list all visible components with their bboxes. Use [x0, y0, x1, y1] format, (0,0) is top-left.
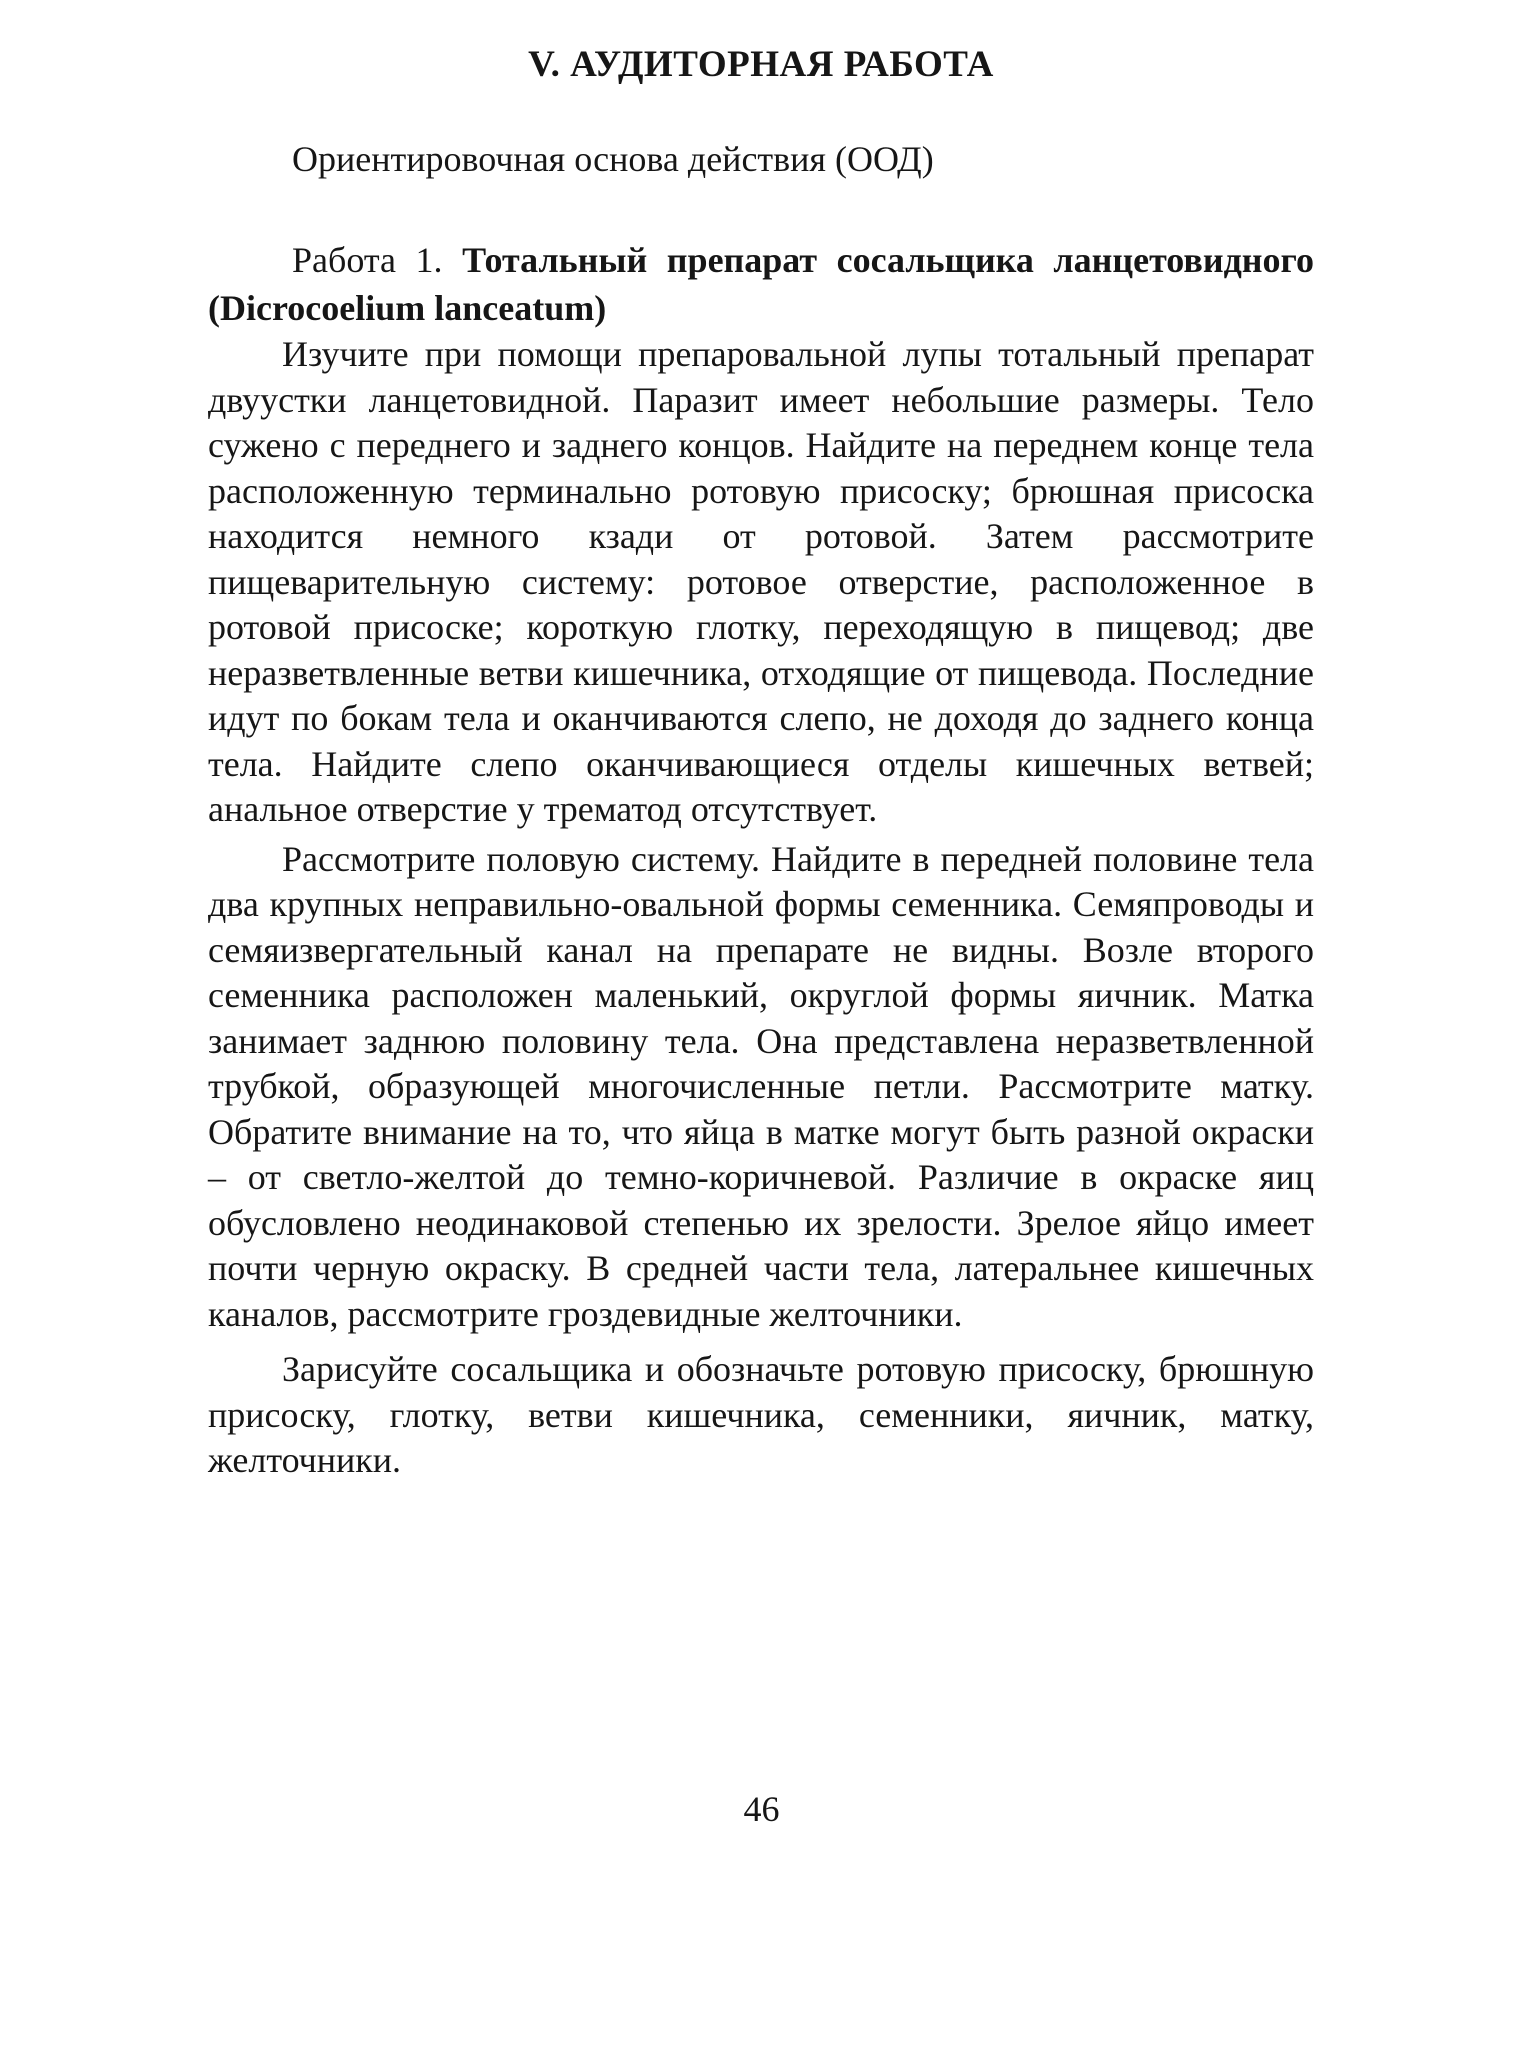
section-title: V. АУДИТОРНАЯ РАБОТА: [528, 44, 994, 85]
work-title: Тотальный препарат сосальщика ланцетовидного (Dicrocoelium lanceatum): [208, 240, 1314, 328]
paragraph-digestive: Изучите при помощи препаровальной лупы тотальный препарат двуустки ланцетовидной. Паразит имеет небольшие размеры. Тело сужено с переднего и заднего концов. Найдите на переднем конце тела расположенную терминально ротовую присоску; брюшная присоска находится немного кзади от ротовой. Затем рассмотрите пищеварительную систему: ротовое отверстие, расположенное в ротовой присоске; короткую глотку, переходящую в пищевод; две неразветвленные ветви кишечника, отходящие от пищевода. Последние идут по бокам тела и оканчиваются слепо, не доходя до заднего конца тела. Найдите слепо оканчивающиеся отделы кишечных ветвей; анальное отверстие у трематод отсутствует.: [208, 334, 1314, 829]
paragraph-drawing-task: Зарисуйте сосальщика и обозначьте ротовую присоску, брюшную присоску, глотку, ветви кишечника, семенники, яичник, матку, желточники.: [208, 1349, 1314, 1480]
work-prefix: Работа 1.: [292, 240, 463, 280]
page-content: [208, 40, 1314, 1484]
work-heading: [208, 236, 1314, 332]
page-number: 46: [743, 1789, 780, 1829]
paragraph-reproductive: Рассмотрите половую систему. Найдите в передней половине тела два крупных неправильно-овальной формы семенника. Семяпроводы и семяизвергательный канал на препарате не видны. Возле второго семенника расположен маленький, округлой формы яичник. Матка занимает заднюю половину тела. Она представлена неразветвленной трубкой, образующей многочисленные петли. Рассмотрите матку. Обратите внимание на то, что яйца в матке могут быть разной окраски – от светло-желтой до темно-коричневой. Различие в окраске яиц обусловлено неодинаковой степенью их зрелости. Зрелое яйцо имеет почти черную окраску. В средней части тела, латеральнее кишечных каналов, рассмотрите гроздевидные желточники.: [208, 838, 1314, 1334]
ood-heading: Ориентировочная основа действия (ООД): [292, 139, 934, 179]
